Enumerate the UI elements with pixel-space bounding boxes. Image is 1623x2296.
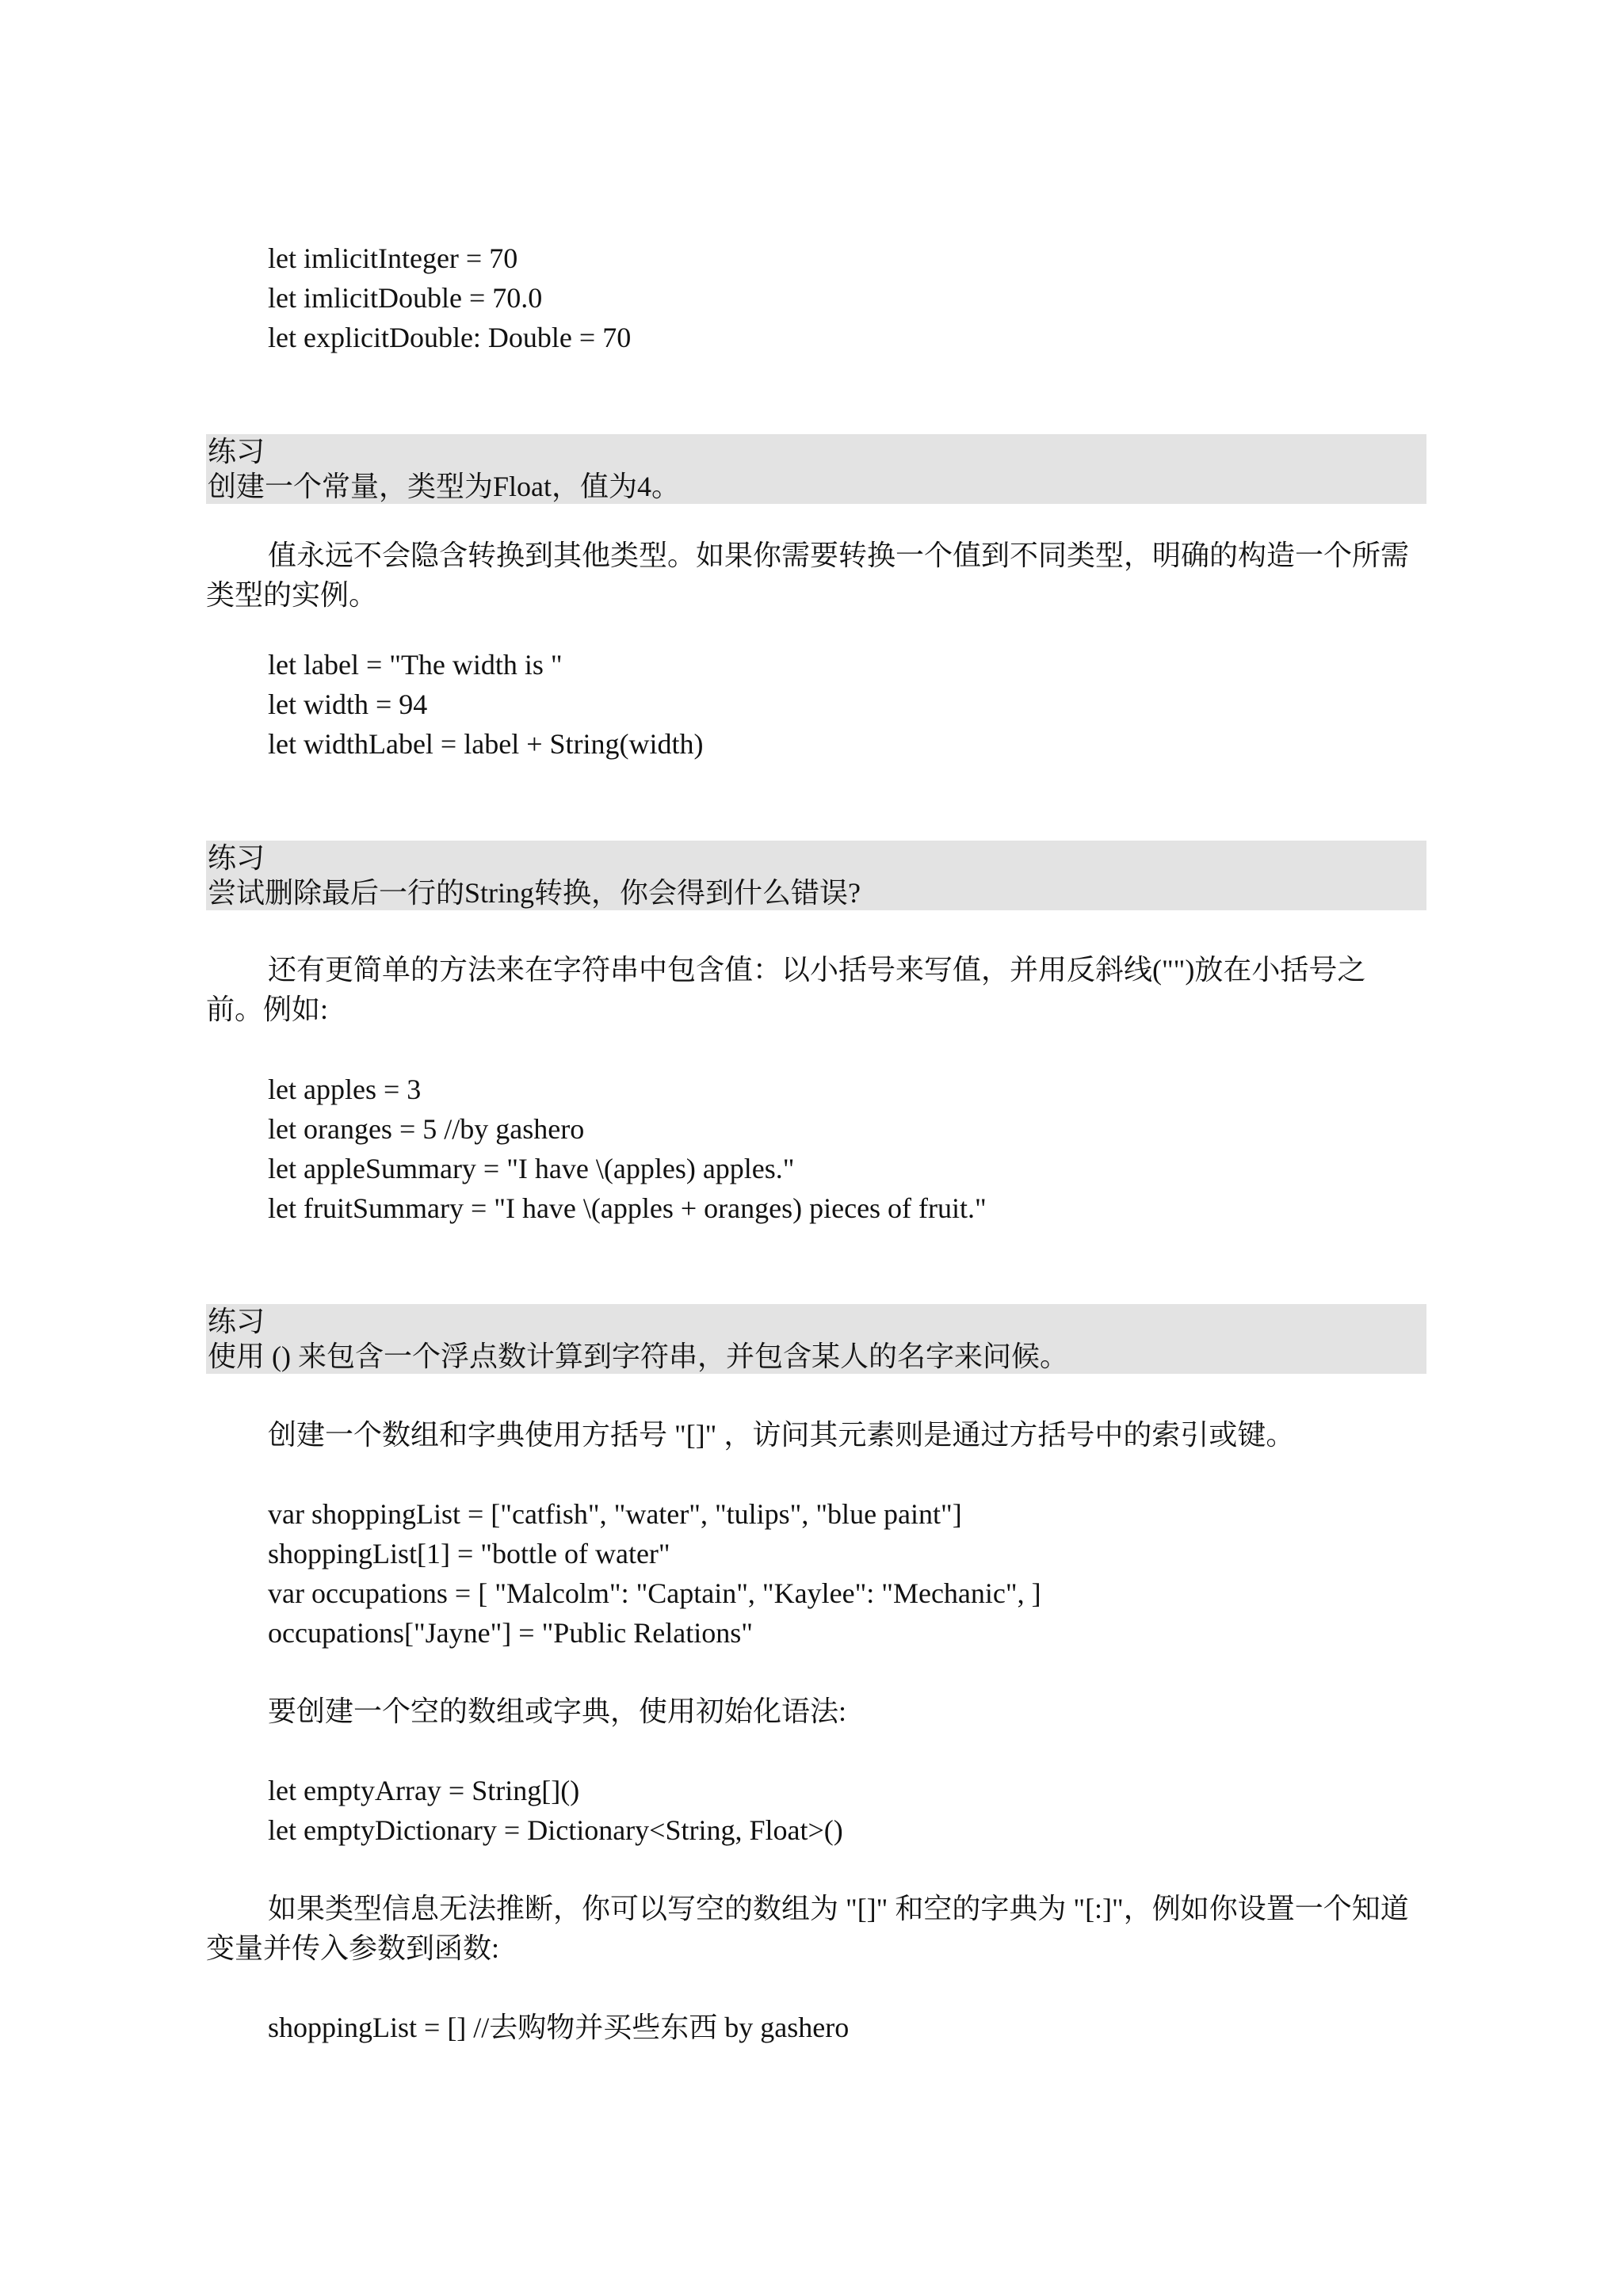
code-line: let label = "The width is " [268,649,563,681]
exercise-title: 练习 [208,436,265,467]
code-line: shoppingList[1] = "bottle of water" [268,1538,670,1569]
code-line: var occupations = [ "Malcolm": "Captain", "Kaylee": "Mechanic", ] [268,1577,1041,1609]
exercise-box [206,841,1426,910]
code-line: var shoppingList = ["catfish", "water", "tulips", "blue paint"] [268,1498,962,1530]
code-line: let oranges = 5 //by gashero [268,1113,585,1145]
code-line: let apples = 3 [268,1074,422,1105]
code-line: let imlicitDouble = 70.0 [268,282,543,314]
code-line: let emptyDictionary = Dictionary<String, Float>() [268,1814,843,1846]
code-line: occupations["Jayne"] = "Public Relations" [268,1617,753,1649]
code-line: let width = 94 [268,688,428,720]
exercise-title: 练习 [208,842,265,874]
code-line: let fruitSummary = "I have \(apples + oranges) pieces of fruit." [268,1192,987,1224]
exercise-text: 创建一个常量，类型为Float，值为4。 [208,471,681,502]
code-line: let imlicitInteger = 70 [268,242,518,274]
code-line: shoppingList = [] //去购物并买些东西 by gashero [268,2012,850,2043]
code-line: let explicitDouble: Double = 70 [268,322,632,353]
body-paragraph: 要创建一个空的数组或字典，使用初始化语法: [268,1695,847,1727]
exercise-title: 练习 [208,1306,265,1337]
body-paragraph: 创建一个数组和字典使用方括号 "[]" ，访问其元素则是通过方括号中的索引或键。 [268,1419,1295,1451]
code-line: let emptyArray = String[]() [268,1775,580,1806]
exercise-box [206,434,1426,504]
exercise-box [206,1304,1426,1374]
code-line: let widthLabel = label + String(width) [268,728,704,760]
exercise-text: 使用 () 来包含一个浮点数计算到字符串，并包含某人的名字来问候。 [208,1341,1068,1372]
body-paragraph: 还有更简单的方法来在字符串中包含值：以小括号来写值，并用反斜线("")放在小括号之前。例如: [206,954,1366,1025]
code-line: let appleSummary = "I have \(apples) apples." [268,1153,795,1184]
body-paragraph: 值永远不会隐含转换到其他类型。如果你需要转换一个值到不同类型，明确的构造一个所需类型的实例。 [206,540,1410,611]
body-paragraph: 如果类型信息无法推断，你可以写空的数组为 "[]" 和空的字典为 "[:]"，例如你设置一个知道变量并传入参数到函数: [206,1893,1409,1964]
exercise-text: 尝试删除最后一行的String转换，你会得到什么错误? [208,877,861,909]
